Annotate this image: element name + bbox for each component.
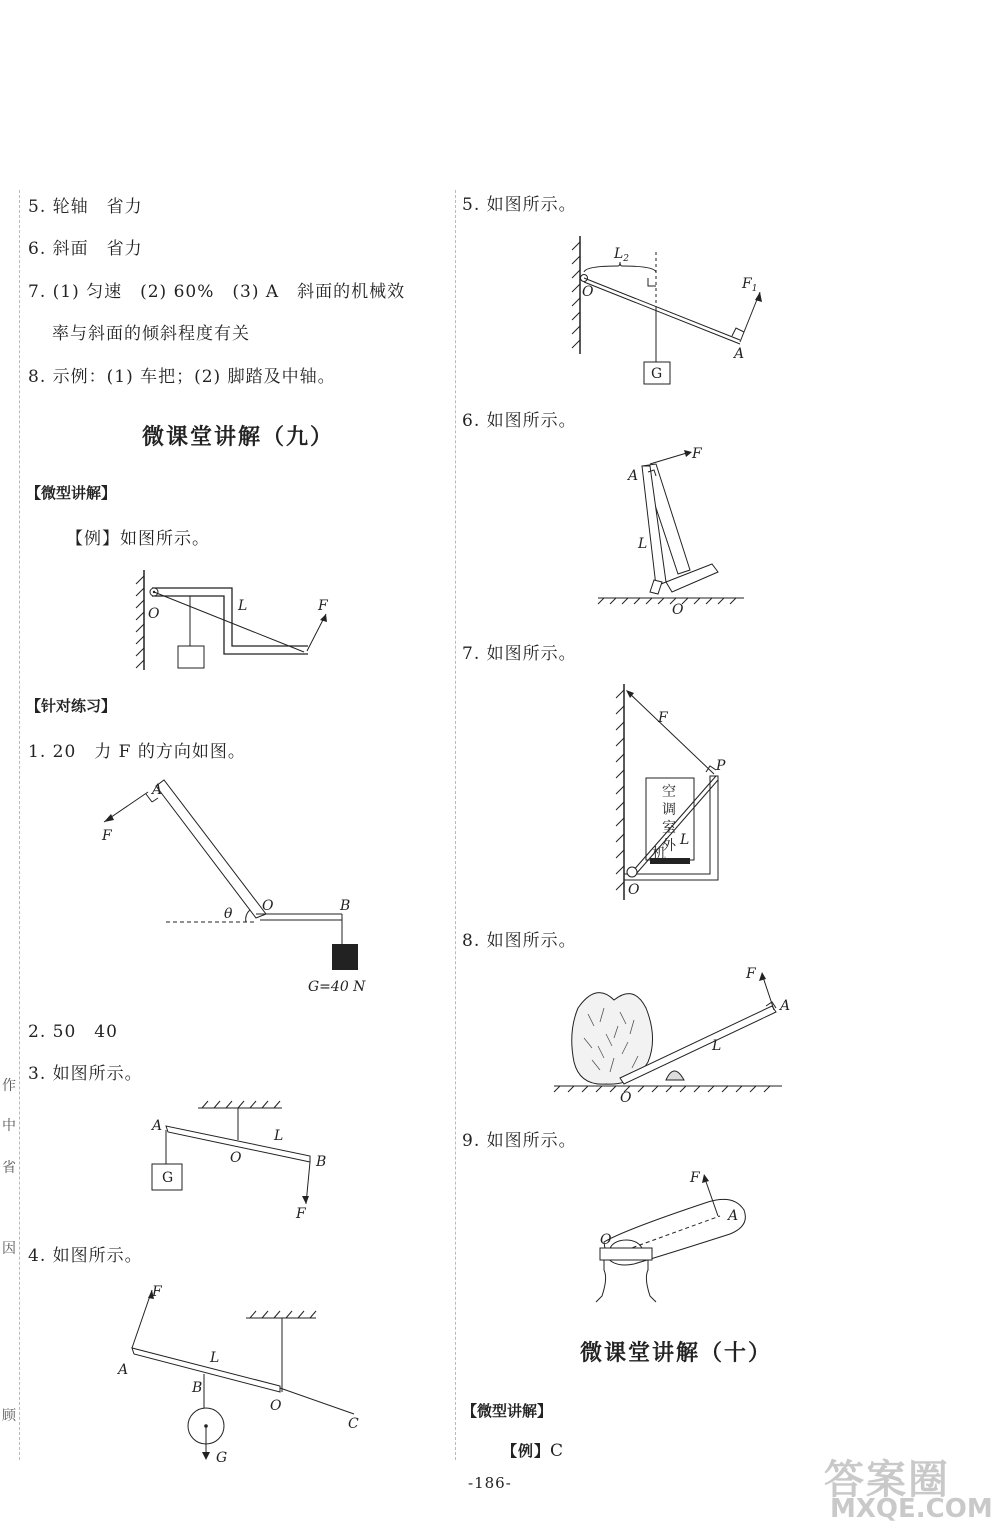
label-L2: L — [614, 246, 624, 262]
label-F: F — [296, 1206, 306, 1222]
label-O: O — [262, 898, 274, 914]
label-B: B — [192, 1380, 203, 1396]
label-B: B — [340, 898, 351, 914]
section-practice-heading: 【针对练习】 — [26, 697, 117, 715]
label-theta: θ — [224, 906, 233, 922]
label-A: A — [152, 782, 163, 798]
label-G: G=40 N — [308, 979, 366, 995]
unit-char: 机 — [652, 846, 666, 862]
column-divider — [455, 190, 456, 1460]
label-B: B — [316, 1154, 327, 1170]
label-F: F — [152, 1284, 162, 1300]
label-O: O — [672, 602, 684, 618]
page-number: -186- — [468, 1474, 512, 1492]
label-L: L — [680, 832, 690, 848]
example-lever-figure — [132, 566, 352, 676]
watermark-logo: 答案圈 — [824, 1457, 950, 1503]
label-F1: F — [742, 276, 752, 292]
practice-3-figure — [140, 1092, 340, 1222]
label-L: L — [638, 536, 648, 552]
practice-2: 2. 50 40 — [28, 1022, 118, 1042]
label-F: F — [692, 446, 702, 462]
label-A: A — [152, 1118, 163, 1134]
section-title-9: 微课堂讲解（九） — [142, 425, 335, 450]
practice-5-figure — [570, 232, 790, 388]
label-A: A — [734, 346, 745, 362]
practice-6: 6. 如图所示。 — [462, 411, 577, 431]
label-O: O — [620, 1090, 632, 1102]
label-F: F — [690, 1170, 700, 1186]
edge-char: 省 — [2, 1160, 16, 1176]
label-L: L — [274, 1128, 284, 1144]
edge-char: 顾 — [2, 1408, 16, 1424]
example-text: 【例】如图所示。 — [66, 529, 210, 549]
label-A: A — [780, 998, 791, 1014]
label-O: O — [148, 606, 160, 622]
label-O: O — [628, 882, 640, 898]
label-G: G — [216, 1450, 228, 1466]
svg-text:F1 — [741, 276, 757, 294]
label-O: O — [600, 1232, 612, 1248]
practice-4-figure — [110, 1278, 370, 1468]
example-answer-row — [502, 1440, 564, 1461]
answer-6: 6. 斜面 省力 — [28, 239, 143, 259]
label-C: C — [348, 1416, 359, 1432]
label-A: A — [628, 468, 639, 484]
label-L: L — [210, 1350, 220, 1366]
left-margin-rule — [19, 190, 20, 1460]
answer-5: 5. 轮轴 省力 — [28, 197, 143, 217]
label-O: O — [582, 284, 594, 300]
label-L: L — [238, 598, 248, 614]
label-L: L — [712, 1038, 722, 1054]
practice-7: 7. 如图所示。 — [462, 644, 577, 664]
unit-char: 外 — [662, 838, 676, 854]
unit-char: 室 — [662, 820, 676, 836]
unit-char: 空 — [662, 784, 676, 800]
practice-1-figure — [96, 776, 396, 996]
unit-char: 调 — [662, 802, 676, 818]
label-F: F — [102, 828, 112, 844]
practice-5: 5. 如图所示。 — [462, 195, 577, 215]
watermark-url: MXQE.COM — [830, 1494, 993, 1524]
practice-8-figure — [548, 962, 798, 1102]
practice-9: 9. 如图所示。 — [462, 1131, 577, 1151]
practice-4: 4. 如图所示。 — [28, 1246, 143, 1266]
label-F1-sub: 1 — [751, 284, 758, 294]
practice-3: 3. 如图所示。 — [28, 1064, 143, 1084]
example-answer: C — [550, 1441, 565, 1461]
label-F: F — [658, 710, 668, 726]
section-title-10: 微课堂讲解（十） — [580, 1341, 773, 1366]
practice-8: 8. 如图所示。 — [462, 931, 577, 951]
edge-char: 作 — [2, 1078, 16, 1094]
answer-7-line2: 率与斜面的倾斜程度有关 — [52, 324, 250, 344]
label-G: G — [162, 1170, 174, 1186]
example-label: 【例】 — [502, 1442, 551, 1460]
section-model-heading: 【微型讲解】 — [462, 1402, 553, 1420]
label-L2-sub: 2 — [623, 254, 630, 264]
practice-7-figure — [612, 680, 762, 906]
section-model-heading: 【微型讲解】 — [26, 484, 117, 502]
label-O: O — [270, 1398, 282, 1414]
label-F: F — [746, 966, 756, 982]
label-G: G — [651, 366, 663, 382]
answer-8: 8. 示例：(1) 车把；(2) 脚踏及中轴。 — [28, 367, 336, 387]
label-P: P — [716, 758, 726, 774]
practice-6-figure — [592, 442, 762, 622]
practice-9-figure — [584, 1160, 784, 1304]
label-A: A — [728, 1208, 739, 1224]
answer-7-line1: 7. (1) 匀速 (2) 60% (3) A 斜面的机械效 — [28, 282, 406, 302]
edge-char: 中 — [2, 1118, 16, 1134]
svg-text:L2 — [613, 246, 629, 264]
label-F: F — [318, 598, 328, 614]
label-O: O — [230, 1150, 242, 1166]
label-A: A — [118, 1362, 129, 1378]
edge-char: 因 — [2, 1241, 16, 1257]
practice-1: 1. 20 力 F 的方向如图。 — [28, 742, 246, 762]
